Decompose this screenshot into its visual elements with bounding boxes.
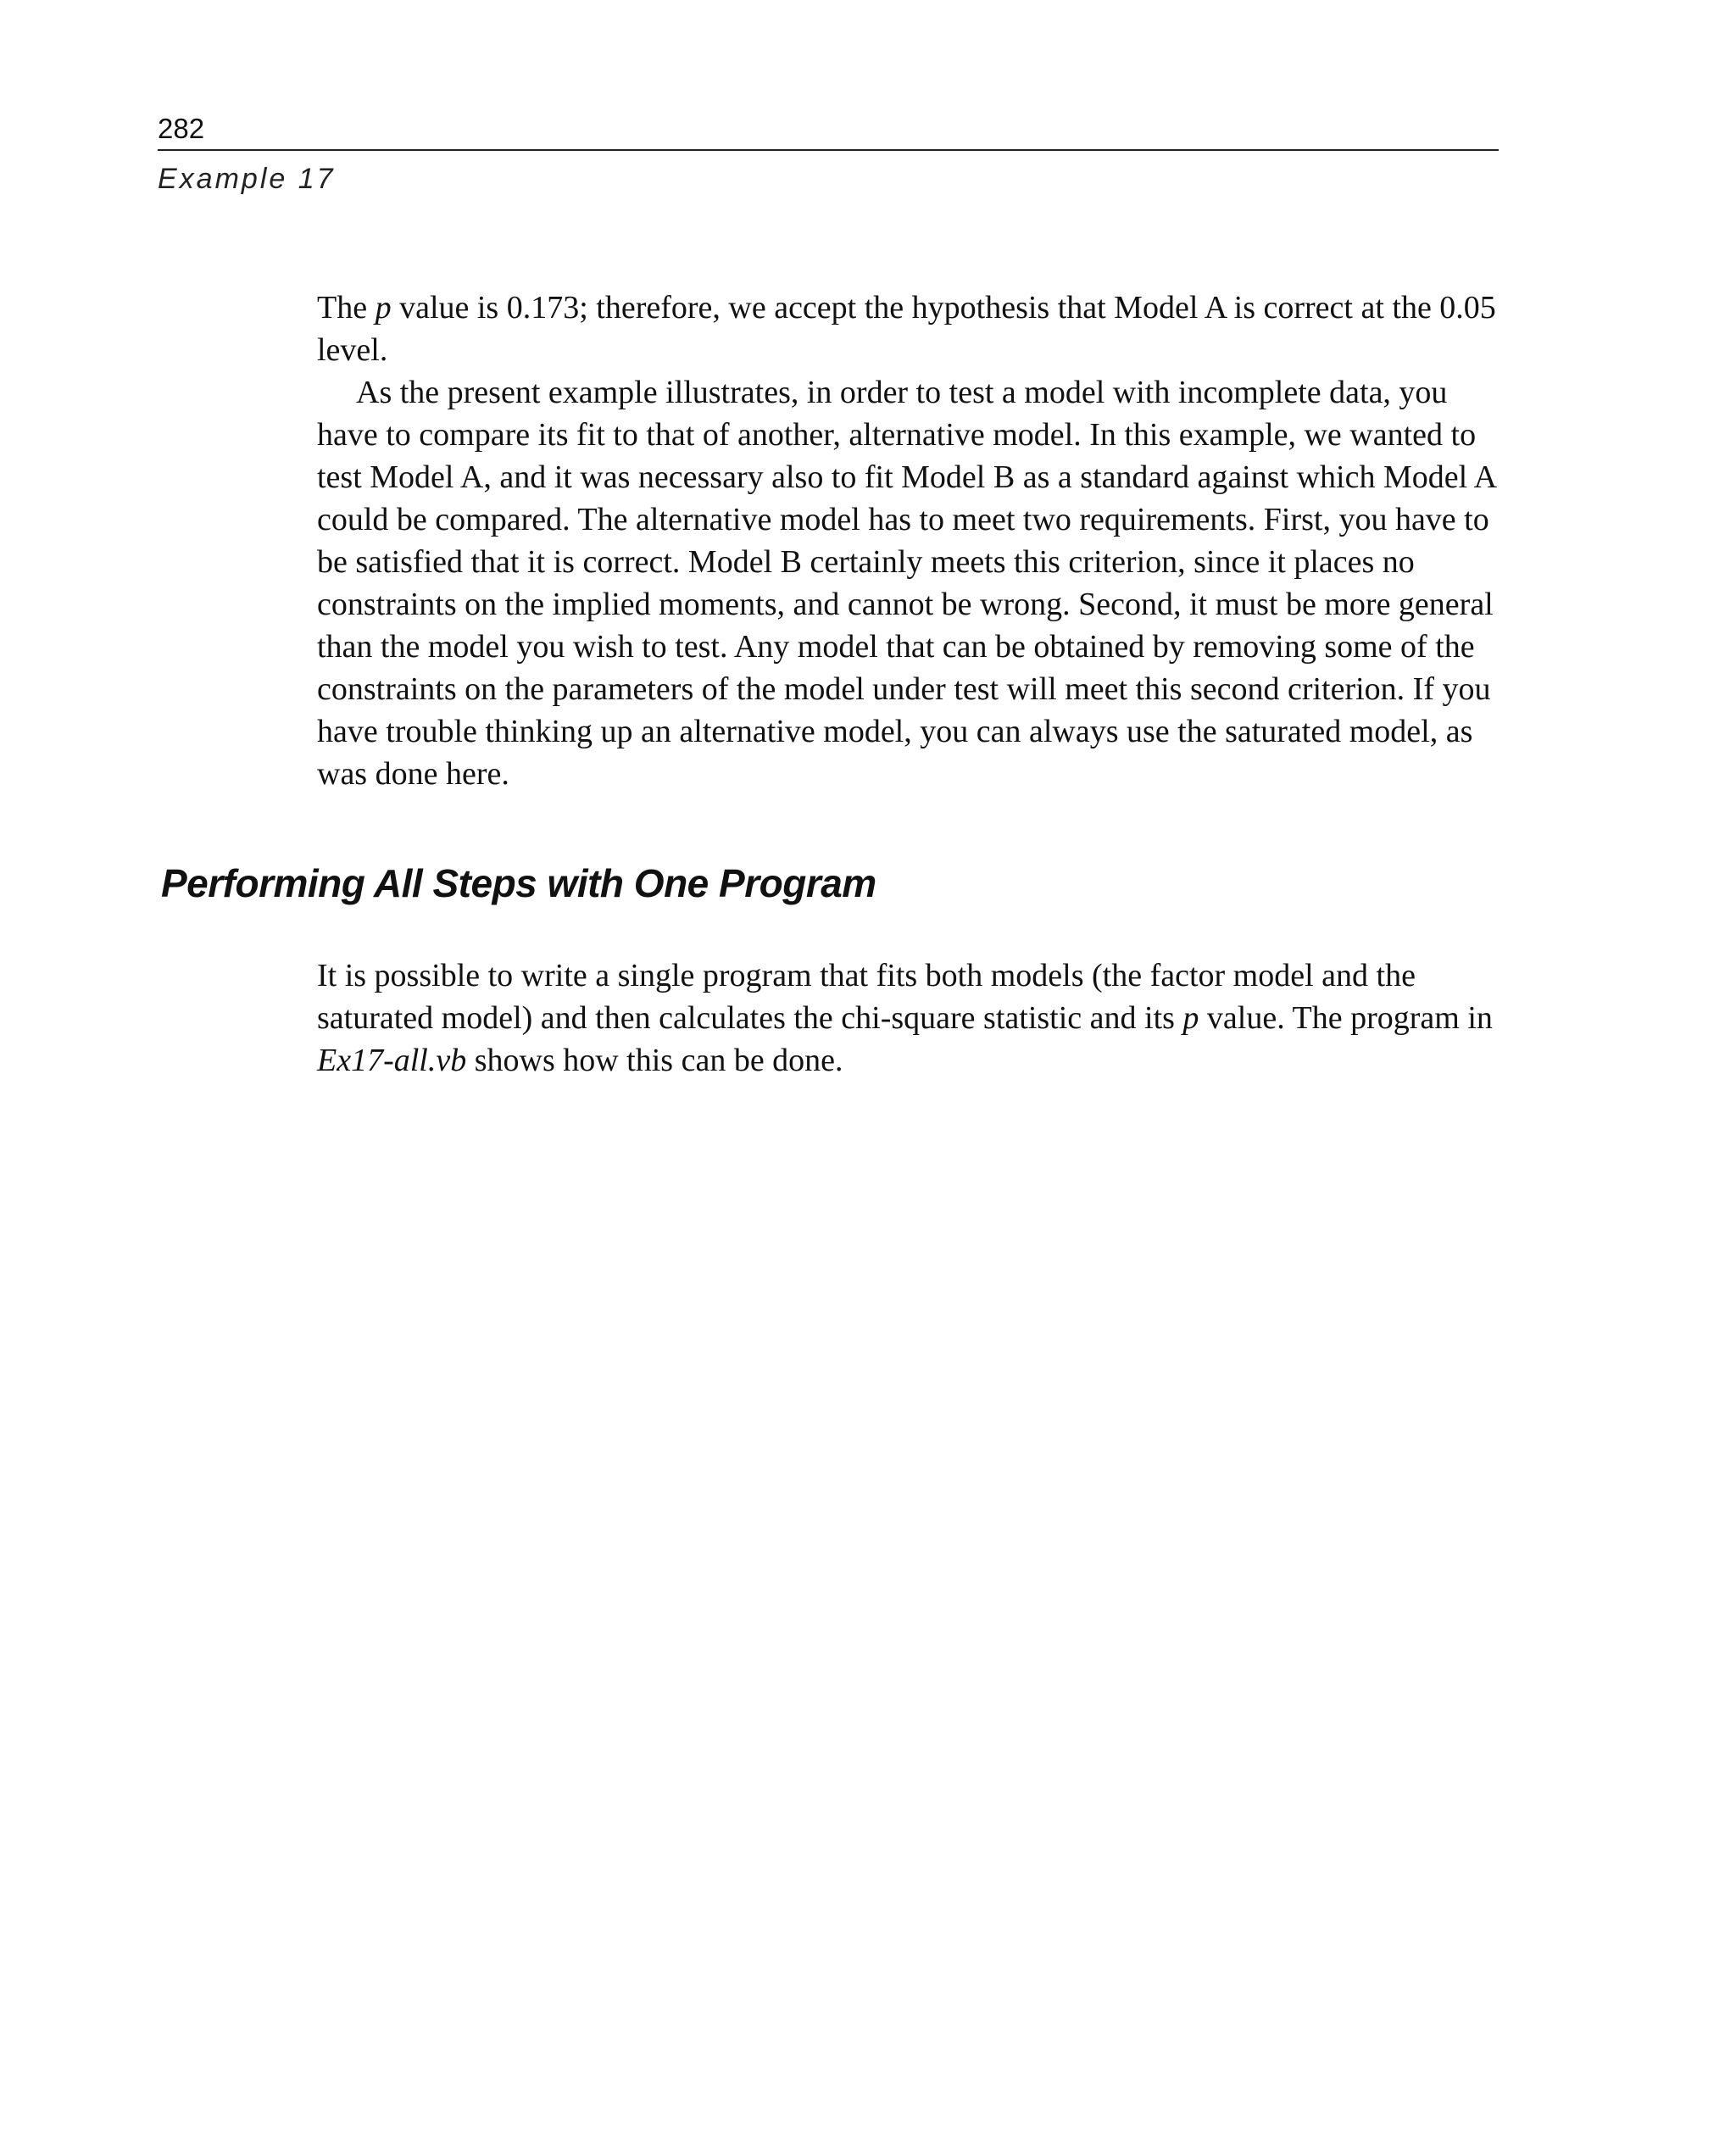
paragraph-p-value-text-2: value is 0.173; therefore, we accept the hypothesis that Model A is correct at the 0.05 level. <box>317 290 1496 368</box>
body-text-top <box>317 287 1504 795</box>
paragraph-p-value <box>317 287 1504 371</box>
paragraph-single-program <box>317 954 1504 1082</box>
program-filename: Ex17-all.vb <box>317 1043 467 1078</box>
body-text-bottom <box>317 954 1504 1082</box>
section-heading: Performing All Steps with One Program <box>161 861 876 905</box>
paragraph-single-program-text-2: value. The program in <box>1199 1000 1493 1036</box>
paragraph-single-program-text-3: shows how this can be done. <box>466 1043 843 1078</box>
paragraph-single-program-text-1: It is possible to write a single program that fits both models (the factor model and the saturated model) and then calculates the chi-square statistic and its <box>317 958 1416 1036</box>
p-symbol: p <box>375 290 392 325</box>
p-symbol: p <box>1182 1000 1199 1036</box>
running-head: Example 17 <box>158 163 336 195</box>
header-rule <box>158 149 1499 151</box>
page-number: 282 <box>158 113 205 144</box>
paragraph-p-value-text-1: The <box>317 290 376 325</box>
paragraph-alternative-model: As the present example illustrates, in order to test a model with incomplete data, you have to compare its fit to that of another, alternative model. In this example, we wanted to test Model A, and it was necessary also to fit Model B as a standard against which Model A could be compared. The alternative model has to meet two requirements. First, you have to be satisfied that it is correct. Model B certainly meets this criterion, since it places no constraints on the implied moments, and cannot be wrong. Second, it must be more general than the model you wish to test. Any model that can be obtained by removing some of the constraints on the parameters of the model under test will meet this second criterion. If you have trouble thinking up an alternative model, you can always use the saturated model, as was done here. <box>317 375 1495 792</box>
